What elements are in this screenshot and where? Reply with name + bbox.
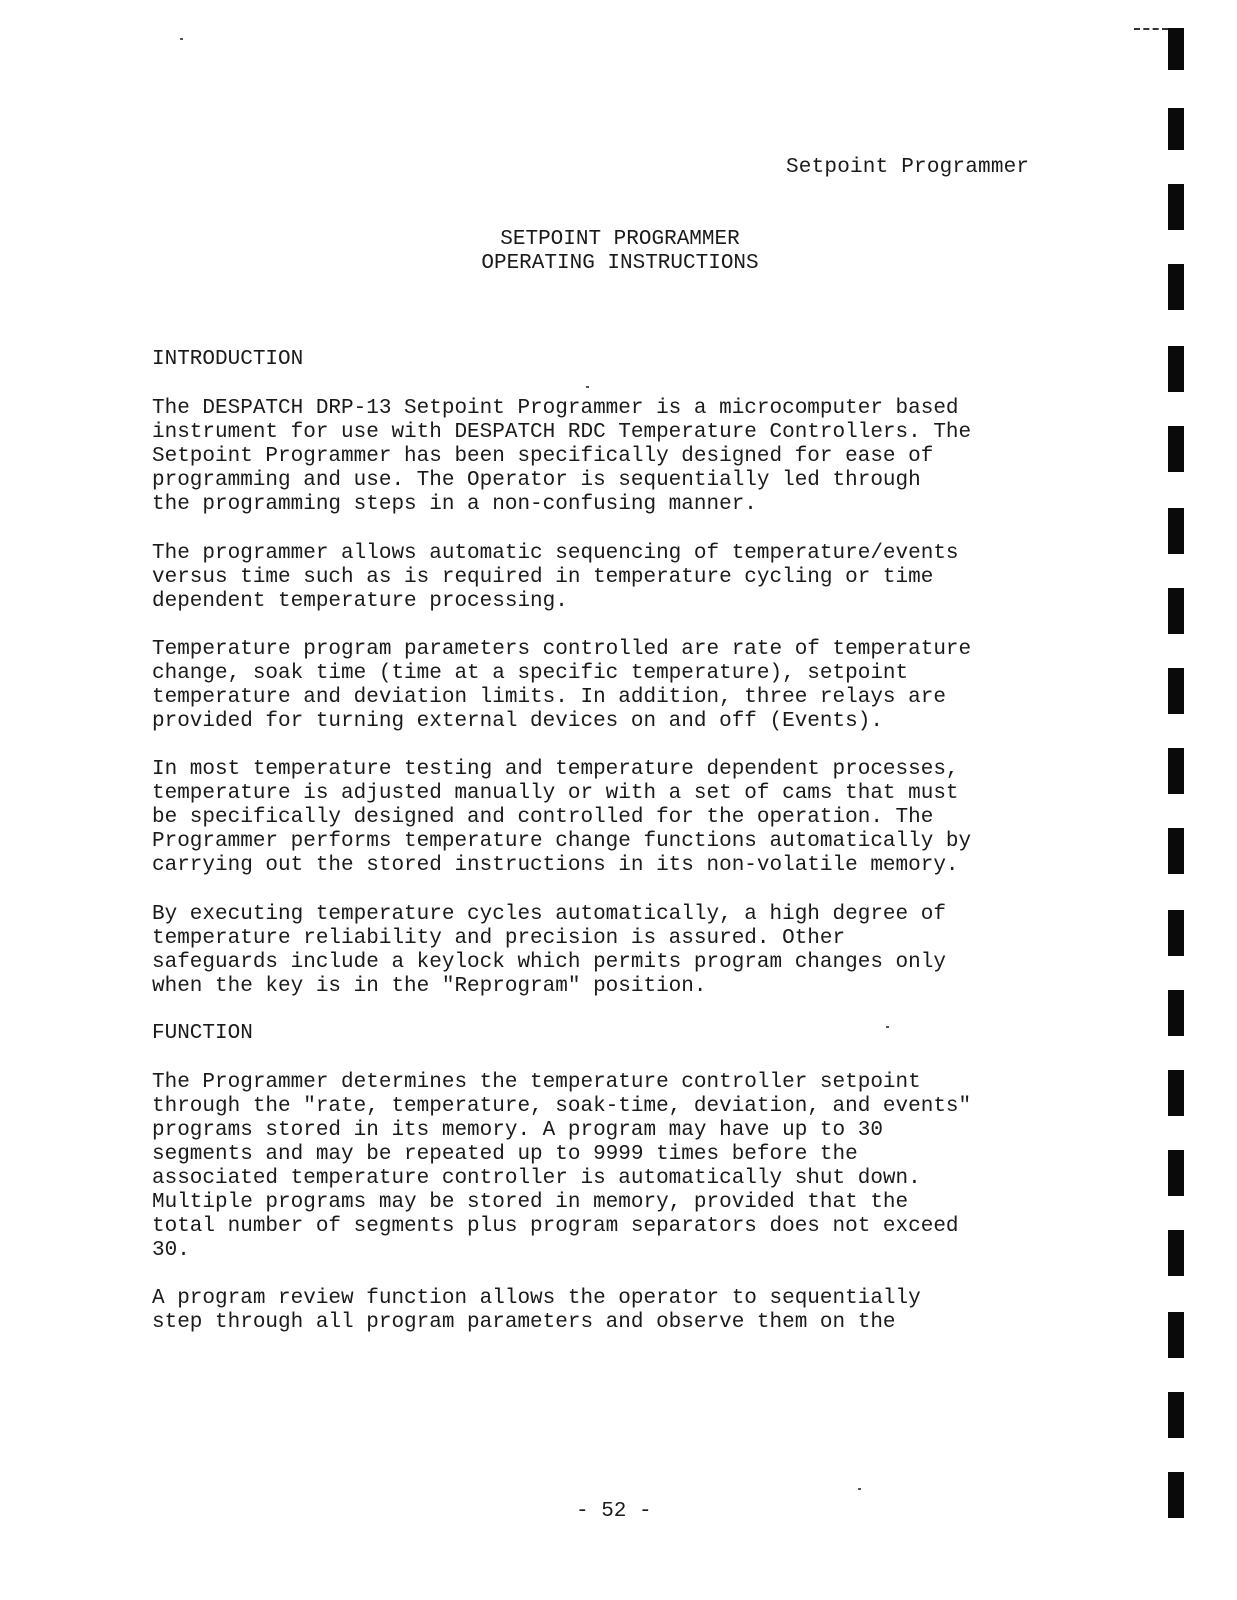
- revision-bar: [1168, 28, 1184, 70]
- revision-bar: [1168, 1070, 1184, 1116]
- revision-bar: [1168, 1150, 1184, 1196]
- paragraph-intro-3: Temperature program parameters controlled are rate of temperature change, soak time (time at a specific temperature), setpoint temperature and deviation limits. In addition, three relays are provided for turning external devices on and off (Events).: [152, 638, 972, 733]
- scan-speck: [858, 1488, 861, 1490]
- scan-speck: [886, 1026, 889, 1028]
- running-header: Setpoint Programmer: [786, 156, 1030, 179]
- revision-bar: [1168, 426, 1184, 472]
- section-heading-function: FUNCTION: [152, 1022, 253, 1045]
- paragraph-function-1: The Programmer determines the temperature controller setpoint through the "rate, temperature, soak-time, deviation, and events" programs stored in its memory. A program may have up to 30 segments and may be repeated up to 9999 times before the associated temperature controller is automatically shut down. Multiple programs may be stored in memory, provided that the total number of segments plus program separators does not exceed 30.: [152, 1071, 972, 1262]
- revision-bar: [1168, 1230, 1184, 1276]
- paragraph-intro-4: In most temperature testing and temperature dependent processes, temperature is adjusted manually or with a set of cams that must be specifically designed and controlled for the operation. The Programmer performs temperature change functions automatically by carrying out the stored instructions in its non-volatile memory.: [152, 758, 972, 877]
- title-line-1: SETPOINT PROGRAMMER: [500, 228, 740, 251]
- revision-bar: [1168, 1312, 1184, 1358]
- revision-bar: [1168, 346, 1184, 392]
- title-line-2: OPERATING INSTRUCTIONS: [481, 252, 759, 275]
- document-title: [380, 228, 860, 276]
- margin-tick-mark: [1134, 28, 1168, 32]
- revision-bar: [1168, 828, 1184, 874]
- paragraph-intro-1: The DESPATCH DRP-13 Setpoint Programmer is a microcomputer based instrument for use with DESPATCH RDC Temperature Controllers. The Setpoint Programmer has been specifically designed for ease of programming and use. The Operator is sequentially led through the programming steps in a non-confusing manner.: [152, 397, 972, 516]
- section-heading-introduction: INTRODUCTION: [152, 348, 304, 371]
- paragraph-intro-5: By executing temperature cycles automatically, a high degree of temperature reliability and precision is assured. Other safeguards include a keylock which permits program changes only when the key is in the "Reprogram" position.: [152, 903, 946, 998]
- revision-bar: [1168, 588, 1184, 634]
- paragraph-function-2: A program review function allows the operator to sequentially step through all program parameters and observe them on the: [152, 1287, 921, 1334]
- revision-bar: [1168, 668, 1184, 714]
- scan-speck: [586, 386, 589, 388]
- paragraph-intro-2: The programmer allows automatic sequencing of temperature/events versus time such as is required in temperature cycling or time dependent temperature processing.: [152, 542, 959, 613]
- revision-bar: [1168, 1472, 1184, 1518]
- revision-bar: [1168, 990, 1184, 1036]
- page-number: - 52 -: [576, 1500, 652, 1523]
- revision-bar: [1168, 508, 1184, 554]
- revision-bar: [1168, 748, 1184, 794]
- revision-bar: [1168, 108, 1184, 150]
- revision-bar: [1168, 184, 1184, 230]
- revision-bar: [1168, 910, 1184, 956]
- revision-bar: [1168, 1392, 1184, 1438]
- scan-speck: [180, 38, 183, 40]
- revision-bar: [1168, 264, 1184, 310]
